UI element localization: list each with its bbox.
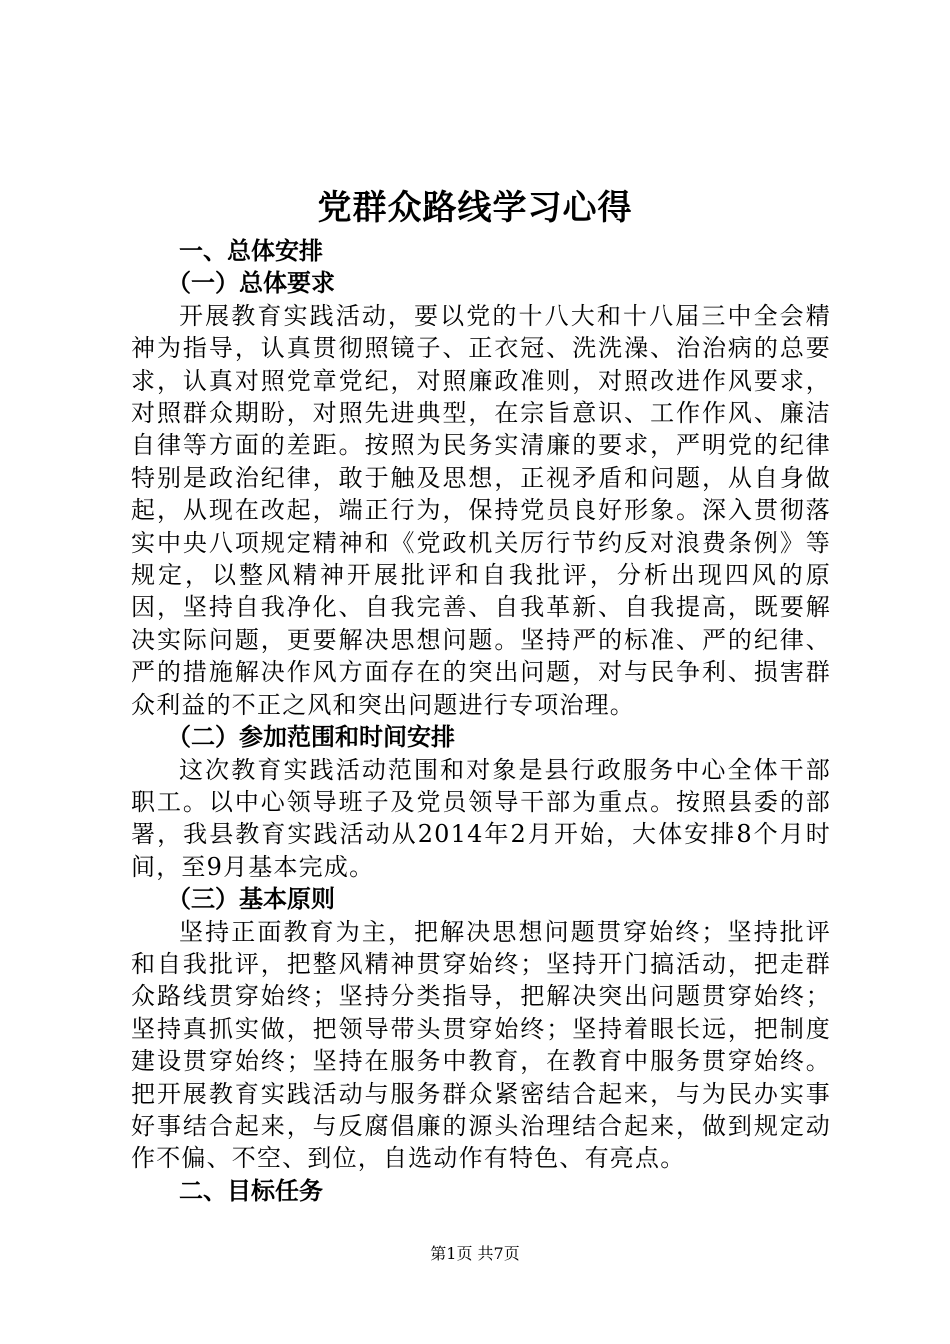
document-body — [131, 235, 831, 1207]
paragraph-scope-and-schedule: 这次教育实践活动范围和对象是县行政服务中心全体干部职工。以中心领导班子及党员领导干部为重点。按照县委的部署，我县教育实践活动从2014年2月开始，大体安排8个月时间，至9月基本完成。 — [131, 755, 831, 881]
subsection-heading-scope-and-schedule: （二）参加范围和时间安排 — [167, 723, 455, 752]
subsection-heading-basic-principles: （三）基本原则 — [167, 885, 335, 914]
subsection-heading-overall-requirements: （一）总体要求 — [167, 269, 335, 298]
document-title: 党群众路线学习心得 — [317, 188, 633, 228]
section-heading-overall-arrangement: 一、总体安排 — [179, 237, 323, 265]
paragraph-overall-requirements: 开展教育实践活动，要以党的十八大和十八届三中全会精神为指导，认真贯彻照镜子、正衣冠、洗洗澡、治治病的总要求，认真对照党章党纪，对照廉政准则，对照改进作风要求，对照群众期盼，对照先进典型，在宗旨意识、工作作风、廉洁自律等方面的差距。按照为民务实清廉的要求，严明党的纪律特别是政治纪律，敢于触及思想，正视矛盾和问题，从自身做起，从现在改起，端正行为，保持党员良好形象。深入贯彻落实中央八项规定精神和《党政机关厉行节约反对浪费条例》等规定，以整风精神开展批评和自我批评，分析出现四风的原因，坚持自我净化、自我完善、自我革新、自我提高，既要解决实际问题，更要解决思想问题。坚持严的标准、严的纪律、严的措施解决作风方面存在的突出问题，对与民争利、损害群众利益的不正之风和突出问题进行专项治理。 — [131, 301, 831, 719]
paragraph-basic-principles: 坚持正面教育为主，把解决思想问题贯穿始终；坚持批评和自我批评，把整风精神贯穿始终；坚持开门搞活动，把走群众路线贯穿始终；坚持分类指导，把解决突出问题贯穿始终；坚持真抓实做，把领导带头贯穿始终；坚持着眼长远，把制度建设贯穿始终；坚持在服务中教育，在教育中服务贯穿始终。把开展教育实践活动与服务群众紧密结合起来，与为民办实事好事结合起来，与反腐倡廉的源头治理结合起来，做到规定动作不偏、不空、到位，自选动作有特色、有亮点。 — [131, 917, 831, 1173]
page-footer: 第1页 共7页 — [430, 1244, 520, 1263]
section-heading-goals-and-tasks: 二、目标任务 — [179, 1176, 323, 1205]
